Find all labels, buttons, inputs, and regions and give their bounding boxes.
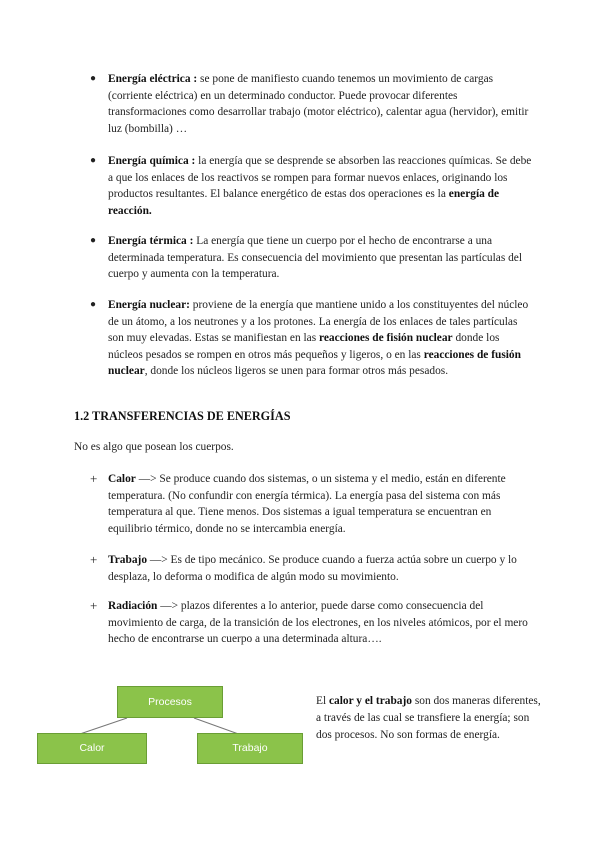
desc-nuclear-2: donde los núcleos pesados se rompen en otros más pequeños y ligeros, o en las	[108, 332, 500, 361]
fision-nuclear: reacciones de fisión nuclear	[319, 332, 453, 344]
term-termica: Energía térmica :	[108, 235, 194, 247]
side-note-pre: El	[316, 695, 329, 707]
list-item-electrica	[92, 71, 532, 137]
list-item-nuclear	[92, 297, 532, 380]
term-nuclear: Energía nuclear:	[108, 299, 190, 311]
list-item-quimica	[92, 153, 532, 219]
side-note-bold: calor y el trabajo	[328, 695, 412, 707]
box-procesos-label: Procesos	[148, 696, 192, 708]
term-electrica: Energía eléctrica :	[108, 73, 198, 85]
plus-icon: +	[90, 598, 98, 613]
bullet-icon: ●	[90, 155, 97, 166]
energia-reaccion: energía de reacción.	[108, 188, 500, 217]
fusion-nuclear: reacciones de fusión nuclear	[108, 348, 521, 377]
desc-quimica: la energía que se desprende se absorben las reacciones químicas. Se debe a que los enlaces de los reactivos se rompen para formar nuevos enlaces, originando los productos resultantes. El balance energético de estas dos operaciones es la	[108, 155, 532, 200]
box-procesos	[117, 686, 223, 718]
desc-electrica: se pone de manifiesto cuando tenemos un movimiento de cargas (corriente eléctrica) en un determinado conductor. Puede provocar diferentes transformaciones como desarrollar trabajo (motor eléctrico), calentar agua (hervidor), emitir luz (bombilla) …	[108, 73, 529, 135]
bullet-icon: ●	[90, 235, 97, 246]
desc-nuclear-3: , donde los núcleos ligeros se unen para formar otros más pesados.	[144, 365, 449, 377]
bullet-icon: ●	[90, 299, 97, 310]
term-radiacion: Radiación	[108, 600, 158, 612]
list-item-radiacion	[92, 598, 536, 648]
box-trabajo-label: Trabajo	[232, 742, 268, 754]
list-item-calor	[92, 471, 532, 537]
bullet-icon: ●	[90, 73, 97, 84]
box-calor	[37, 733, 147, 764]
desc-radiacion: —> plazos diferentes a lo anterior, puede darse como consecuencia del movimiento de carga, de la transición de los electrones, en los niveles atómicos, por el mero hecho de encontrarse un cuerpo a una determinada altura….	[108, 600, 528, 645]
section-intro: No es algo que posean los cuerpos.	[74, 441, 234, 453]
side-note	[316, 693, 542, 744]
box-calor-label: Calor	[79, 742, 105, 754]
list-item-trabajo	[92, 552, 532, 585]
side-note-post: son dos maneras diferentes, a través de las cual se transfiere la energía; son dos procesos. No son formas de energía.	[316, 695, 541, 741]
desc-nuclear-1: proviene de la energía que mantiene unido a los constituyentes del núcleo de un átomo, a los neutrones y a los protones. La energía de los enlaces de tales partículas son muy elevadas. Estas se manifiestan en las	[108, 299, 529, 344]
desc-termica: La energía que tiene un cuerpo por el hecho de encontrarse a una determinada temperatura. Es consecuencia del movimiento que presentan las partículas del cuerpo y aumenta con la temperatura.	[108, 235, 523, 280]
box-trabajo	[197, 733, 303, 764]
desc-calor: —> Se produce cuando dos sistemas, o un sistema y el medio, están en diferente temperatura. (No confundir con energía térmica). La energía pasa del sistema con más temperatura al que. Tiene menos. Dos sistemas a igual temperatura se encuentran en equilibrio térmico, donde no se intercambia energía.	[108, 473, 506, 535]
term-calor: Calor	[108, 473, 136, 485]
term-quimica: Energía química :	[108, 155, 196, 167]
desc-trabajo: —> Es de tipo mecánico. Se produce cuando a fuerza actúa sobre un cuerpo y lo desplaza, lo deforma o modifica de algún modo su movimiento.	[108, 554, 517, 583]
plus-icon: +	[90, 471, 98, 486]
section-heading: 1.2 TRANSFERENCIAS DE ENERGÍAS	[74, 409, 291, 423]
plus-icon: +	[90, 552, 98, 567]
list-item-termica	[92, 233, 532, 283]
term-trabajo: Trabajo	[108, 554, 148, 566]
